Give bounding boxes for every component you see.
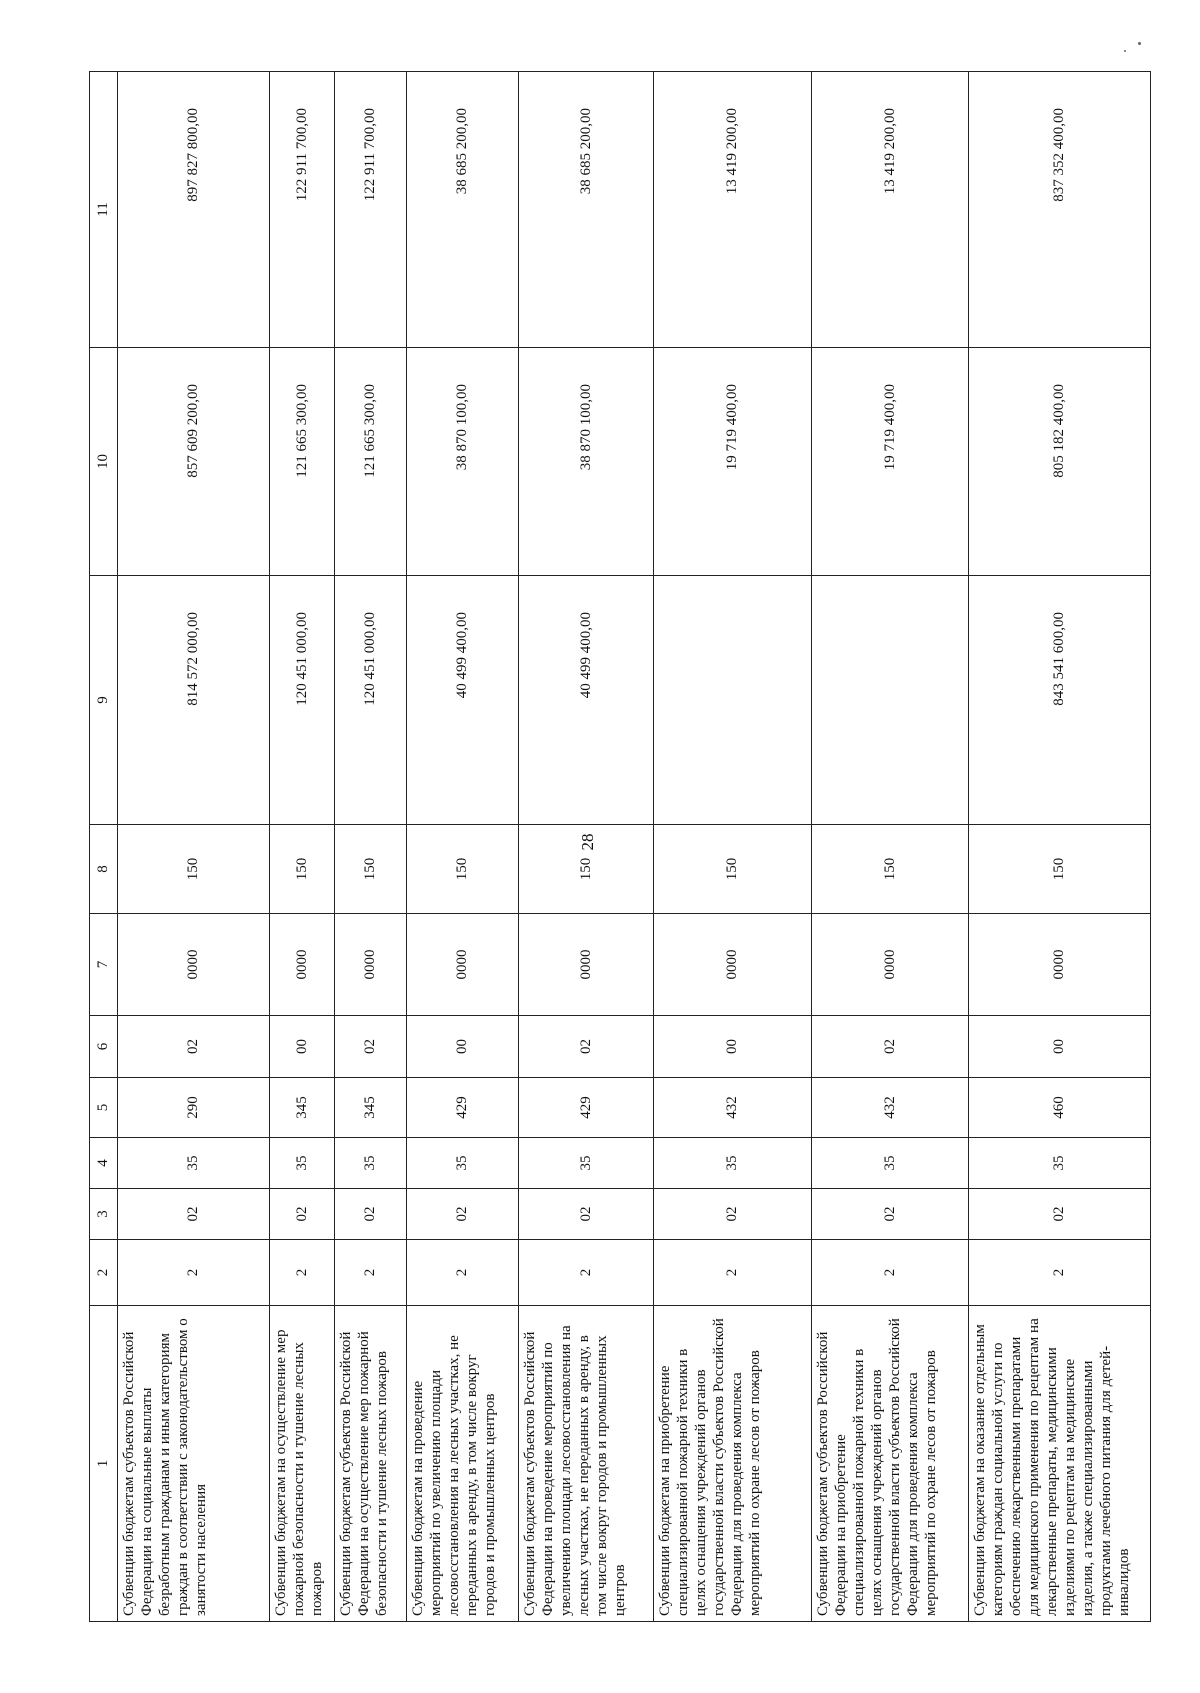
column-number: 11 xyxy=(90,72,118,348)
code-cell: 35 xyxy=(335,1138,407,1189)
code-cell: 0000 xyxy=(654,914,812,1016)
table-row xyxy=(270,72,335,1622)
code-cell: 0000 xyxy=(407,914,519,1016)
code-cell: 35 xyxy=(118,1138,270,1189)
amount-cell xyxy=(811,576,969,825)
column-number: 2 xyxy=(90,1240,118,1306)
amount-cell: 38 870 100,00 xyxy=(407,348,519,576)
rotated-table-container xyxy=(89,72,1151,1622)
column-number: 4 xyxy=(90,1138,118,1189)
code-cell: 00 xyxy=(969,1016,1151,1078)
code-cell: 0000 xyxy=(270,914,335,1016)
amount-cell: 121 665 300,00 xyxy=(270,348,335,576)
amount-cell: 13 419 200,00 xyxy=(654,72,812,348)
scan-speck xyxy=(1124,50,1126,52)
amount-cell: 38 685 200,00 xyxy=(407,72,519,348)
code-cell: 150 xyxy=(519,825,654,914)
code-cell: 02 xyxy=(519,1189,654,1240)
amount-cell: 19 719 400,00 xyxy=(654,348,812,576)
code-cell: 02 xyxy=(335,1016,407,1078)
code-cell: 02 xyxy=(654,1189,812,1240)
code-cell: 345 xyxy=(335,1078,407,1138)
code-cell: 35 xyxy=(969,1138,1151,1189)
row-description: Субвенции бюджетам субъектов Российской Федерации на осуществление мер пожарной безопасности и тушение лесных пожаров xyxy=(335,1306,407,1622)
code-cell: 150 xyxy=(118,825,270,914)
scan-speck xyxy=(1138,42,1141,45)
code-cell: 35 xyxy=(519,1138,654,1189)
table-row xyxy=(118,72,270,1622)
code-cell: 00 xyxy=(654,1016,812,1078)
code-cell: 150 xyxy=(270,825,335,914)
code-cell: 02 xyxy=(519,1016,654,1078)
amount-cell: 805 182 400,00 xyxy=(969,348,1151,576)
code-cell: 02 xyxy=(811,1016,969,1078)
table-row xyxy=(519,72,654,1622)
row-description: Субвенции бюджетам субъектов Российской Федерации на проведение мероприятий по увеличению площади лесовосстановления на лесных участках, не переданных в аренду, в том числе вокруг городов и промышленных центров xyxy=(519,1306,654,1622)
table-row xyxy=(407,72,519,1622)
code-cell: 2 xyxy=(654,1240,812,1306)
code-cell: 0000 xyxy=(519,914,654,1016)
budget-table xyxy=(89,71,1151,1622)
page-number: 28 xyxy=(578,833,597,851)
code-cell: 02 xyxy=(407,1189,519,1240)
column-number-row xyxy=(90,72,118,1622)
column-number: 6 xyxy=(90,1016,118,1078)
code-cell: 02 xyxy=(811,1189,969,1240)
amount-cell xyxy=(654,576,812,825)
code-cell: 290 xyxy=(118,1078,270,1138)
table-row xyxy=(969,72,1151,1622)
code-cell: 150 xyxy=(654,825,812,914)
code-cell: 0000 xyxy=(811,914,969,1016)
code-cell: 429 xyxy=(519,1078,654,1138)
amount-cell: 38 870 100,00 xyxy=(519,348,654,576)
amount-cell: 13 419 200,00 xyxy=(811,72,969,348)
row-description: Субвенции бюджетам субъектов Российской Федерации на приобретение специализированной пожарной техники в целях оснащения учреждений органов государственной власти субъектов Российской Федерации для проведения комплекса мероприятий по охране лесов от пожаров xyxy=(811,1306,969,1622)
code-cell: 0000 xyxy=(118,914,270,1016)
code-cell: 0000 xyxy=(969,914,1151,1016)
code-cell: 429 xyxy=(407,1078,519,1138)
code-cell: 35 xyxy=(407,1138,519,1189)
code-cell: 02 xyxy=(969,1189,1151,1240)
code-cell: 35 xyxy=(654,1138,812,1189)
code-cell: 02 xyxy=(118,1016,270,1078)
code-cell: 00 xyxy=(270,1016,335,1078)
code-cell: 432 xyxy=(811,1078,969,1138)
code-cell: 2 xyxy=(118,1240,270,1306)
code-cell: 35 xyxy=(811,1138,969,1189)
code-cell: 35 xyxy=(270,1138,335,1189)
row-description: Субвенции бюджетам на оказание отдельным категориям граждан социальной услуги по обеспечению лекарственными препаратами для медицинского применения по рецептам на лекарственные препараты, медицинскими изделиями по рецептам на медицинские изделия, а также специализированными продуктами лечебного питания для детей-инвалидов xyxy=(969,1306,1151,1622)
code-cell: 460 xyxy=(969,1078,1151,1138)
column-number: 7 xyxy=(90,914,118,1016)
amount-cell: 40 499 400,00 xyxy=(407,576,519,825)
column-number: 8 xyxy=(90,825,118,914)
code-cell: 2 xyxy=(335,1240,407,1306)
code-cell: 2 xyxy=(969,1240,1151,1306)
amount-cell: 120 451 000,00 xyxy=(335,576,407,825)
amount-cell: 40 499 400,00 xyxy=(519,576,654,825)
column-number: 5 xyxy=(90,1078,118,1138)
code-cell: 150 xyxy=(969,825,1151,914)
code-cell: 150 xyxy=(407,825,519,914)
amount-cell: 120 451 000,00 xyxy=(270,576,335,825)
row-description: Субвенции бюджетам на приобретение специализированной пожарной техники в целях оснащения учреждений органов государственной власти субъектов Российской Федерации для проведения комплекса мероприятий по охране лесов от пожаров xyxy=(654,1306,812,1622)
row-description: Субвенции бюджетам на осуществление мер пожарной безопасности и тушение лесных пожаров xyxy=(270,1306,335,1622)
code-cell: 2 xyxy=(407,1240,519,1306)
code-cell: 0000 xyxy=(335,914,407,1016)
code-cell: 2 xyxy=(811,1240,969,1306)
column-number: 1 xyxy=(90,1306,118,1622)
code-cell: 2 xyxy=(519,1240,654,1306)
amount-cell: 814 572 000,00 xyxy=(118,576,270,825)
amount-cell: 837 352 400,00 xyxy=(969,72,1151,348)
code-cell: 150 xyxy=(335,825,407,914)
table-row xyxy=(811,72,969,1622)
code-cell: 02 xyxy=(118,1189,270,1240)
row-description: Субвенции бюджетам субъектов Российской Федерации на социальные выплаты безработным гражданам и иным категориям граждан в соответствии с законодательством о занятости населения xyxy=(118,1306,270,1622)
amount-cell: 121 665 300,00 xyxy=(335,348,407,576)
code-cell: 02 xyxy=(270,1189,335,1240)
code-cell: 00 xyxy=(407,1016,519,1078)
amount-cell: 897 827 800,00 xyxy=(118,72,270,348)
amount-cell: 843 541 600,00 xyxy=(969,576,1151,825)
code-cell: 02 xyxy=(335,1189,407,1240)
code-cell: 432 xyxy=(654,1078,812,1138)
column-number: 9 xyxy=(90,576,118,825)
row-description: Субвенции бюджетам на проведение мероприятий по увеличению площади лесовосстановления на лесных участках, не переданных в аренду, в том числе вокруг городов и промышленных центров xyxy=(407,1306,519,1622)
code-cell: 345 xyxy=(270,1078,335,1138)
table-row xyxy=(654,72,812,1622)
amount-cell: 122 911 700,00 xyxy=(270,72,335,348)
table-row xyxy=(335,72,407,1622)
amount-cell: 19 719 400,00 xyxy=(811,348,969,576)
amount-cell: 122 911 700,00 xyxy=(335,72,407,348)
amount-cell: 38 685 200,00 xyxy=(519,72,654,348)
code-cell: 150 xyxy=(811,825,969,914)
amount-cell: 857 609 200,00 xyxy=(118,348,270,576)
column-number: 10 xyxy=(90,348,118,576)
column-number: 3 xyxy=(90,1189,118,1240)
code-cell: 2 xyxy=(270,1240,335,1306)
